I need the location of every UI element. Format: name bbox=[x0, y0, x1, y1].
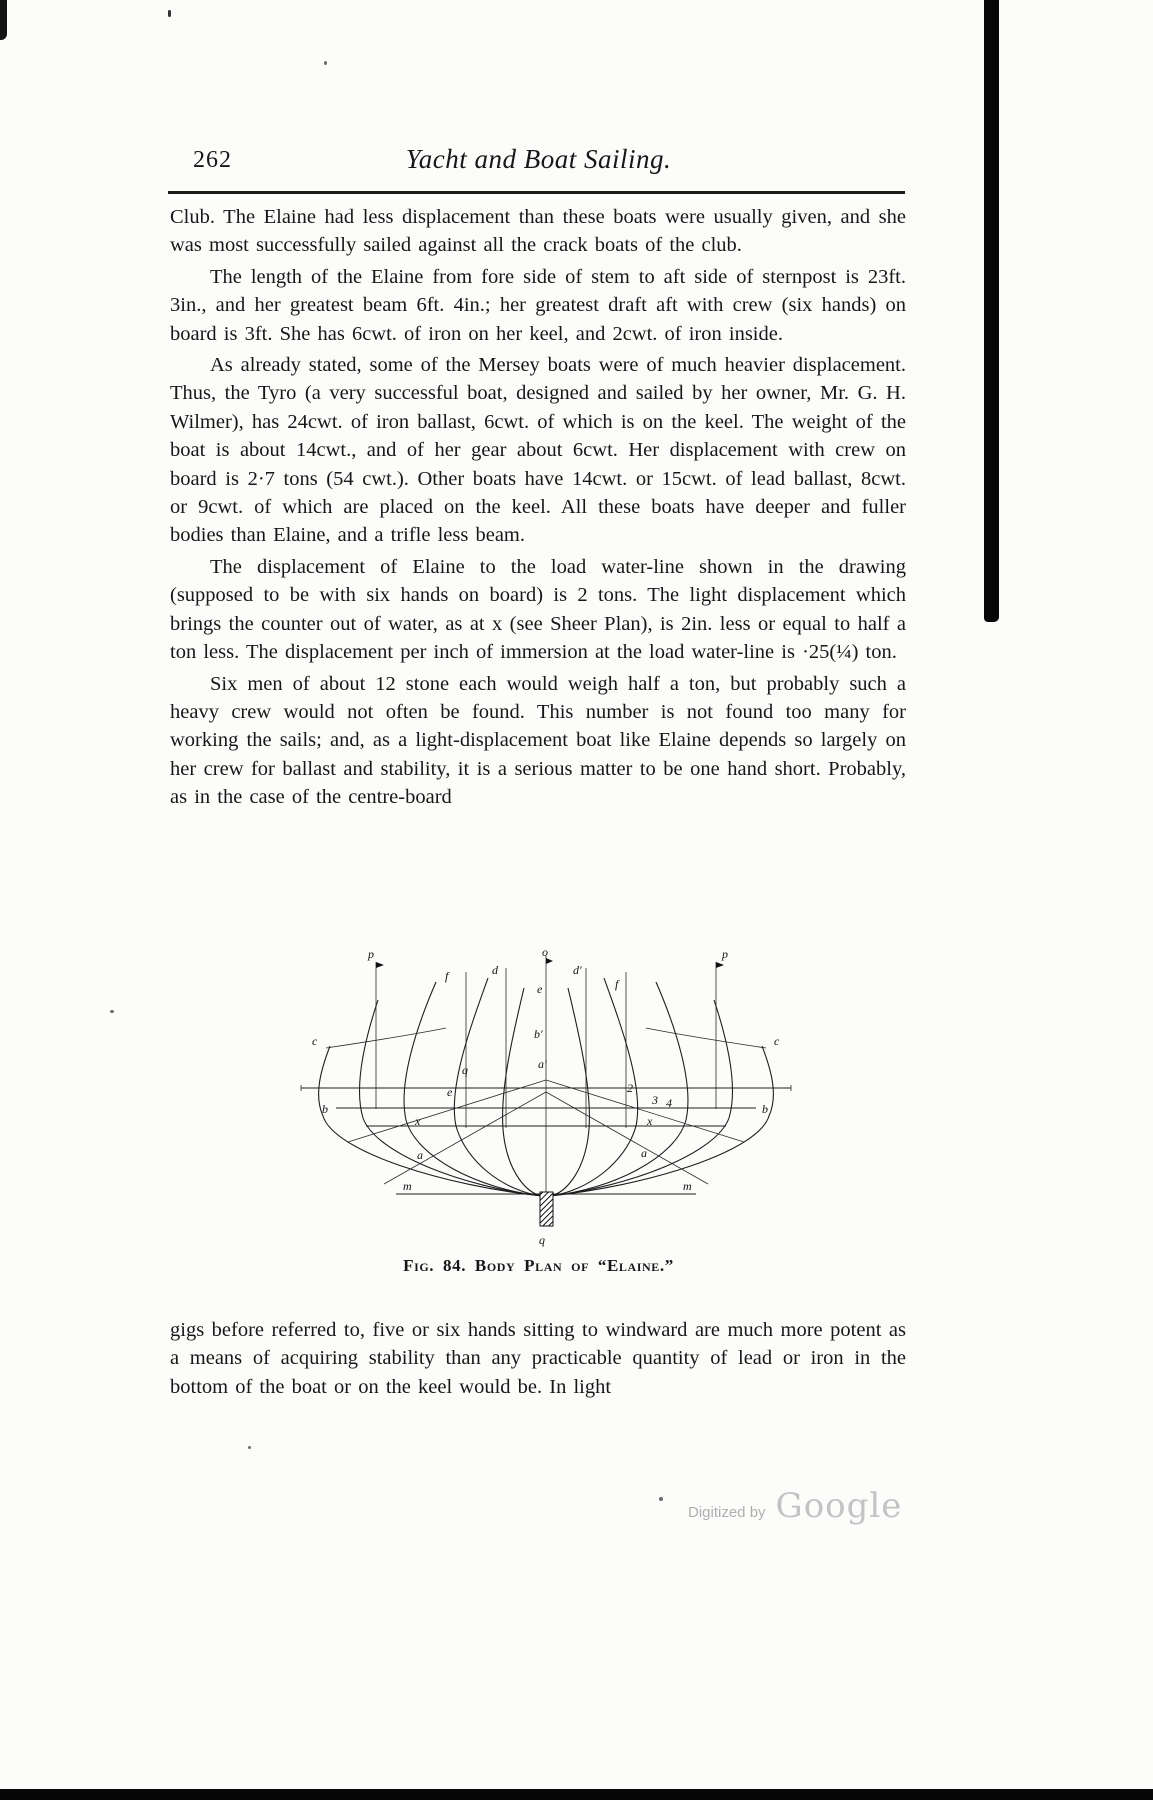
paragraph: The displacement of Elaine to the load water-line shown in the drawing (supposed to be with six hands on board) is 2 tons. The light displacement which brings the counter out of water, as at x (see Sheer Plan), is 2in. less or equal to half a ton less. The displacement per inch of immersion at the load water-line is ·25(¼) ton. bbox=[170, 555, 906, 664]
text-block bbox=[170, 203, 906, 815]
figure-label: a bbox=[641, 1146, 647, 1160]
figure-label: 2 bbox=[627, 1081, 633, 1095]
page-header bbox=[170, 144, 907, 184]
figure-label: q bbox=[539, 1233, 545, 1247]
paragraph: As already stated, some of the Mersey boats were of much heavier displacement. Thus, the Tyro (a very successful boat, designed and sailed by her owner, Mr. G. H. Wilmer), has 24cwt. of iron ballast, 6cwt. of which is on the keel. The weight of the boat is about 14cwt., and of her gear about 6cwt. Her displacement with crew on board is 2·7 tons (54 cwt.). Other boats have 14cwt. or 15cwt. of lead ballast, 8cwt. or 9cwt. of which are placed on the keel. All these boats have deeper and fuller bodies than Elaine, and a trifle less beam. bbox=[170, 354, 906, 547]
figure-label: d bbox=[492, 963, 498, 977]
digitized-by-label: Digitized by bbox=[688, 1504, 766, 1521]
scan-speck bbox=[168, 10, 171, 17]
scan-artifact-bottom-edge bbox=[0, 1789, 1153, 1800]
figure-label: x bbox=[647, 1114, 653, 1128]
figure-label: o bbox=[542, 946, 548, 959]
figure-caption bbox=[170, 1256, 907, 1276]
figure-label: b bbox=[762, 1102, 768, 1116]
google-logo: Google bbox=[775, 1486, 903, 1526]
scan-speck bbox=[248, 1446, 251, 1449]
figure-label: p bbox=[722, 947, 728, 961]
figure-label: a′ bbox=[538, 1057, 547, 1071]
figure-label: c bbox=[312, 1034, 318, 1048]
body-plan-drawing bbox=[292, 946, 800, 1251]
figure-label: e bbox=[447, 1085, 453, 1099]
figure-label: e bbox=[537, 982, 543, 996]
figure-label: p bbox=[368, 947, 374, 961]
page-number: 262 bbox=[193, 147, 232, 173]
keel-section bbox=[540, 1192, 553, 1226]
scan-speck bbox=[659, 1497, 663, 1501]
scan-speck bbox=[324, 61, 327, 65]
figure-body-plan bbox=[292, 946, 802, 1254]
figure-label: d′ bbox=[573, 963, 582, 977]
figure-label: 4 bbox=[666, 1096, 672, 1110]
figure-caption-text: Body Plan of “Elaine.” bbox=[474, 1256, 674, 1275]
scan-speck bbox=[110, 1010, 114, 1013]
paragraph: Club. The Elaine had less displacement than these boats were usually given, and she was most successfully sailed against all the crack boats of the club. bbox=[170, 206, 906, 257]
scan-artifact-right-edge bbox=[984, 0, 999, 622]
figure-label: x bbox=[415, 1114, 421, 1128]
figure-label: 3 bbox=[652, 1093, 658, 1107]
paragraph: Six men of about 12 stone each would weigh half a ton, but probably such a heavy crew would not often be found. This number is not found too many for working the sails; and, as a light-displacement boat like Elaine depends so largely on her crew for ballast and stability, it is a serious matter to be one hand short. Probably, as in the case of the centre-board bbox=[170, 672, 906, 809]
figure-caption-number: Fig. 84. bbox=[403, 1256, 467, 1275]
figure-label: m bbox=[683, 1179, 692, 1193]
running-title: Yacht and Boat Sailing. bbox=[405, 144, 672, 174]
figure-label: f bbox=[615, 977, 619, 991]
figure-label: b′ bbox=[534, 1027, 543, 1041]
figure-label: m bbox=[403, 1179, 412, 1193]
paragraph: The length of the Elaine from fore side of stem to aft side of sternpost is 23ft. 3in., and her greatest beam 6ft. 4in.; her greatest draft aft with crew (six hands) on board is 3ft. She has 6cwt. of iron on her keel, and 2cwt. of iron inside. bbox=[170, 265, 906, 345]
figure-label: b bbox=[322, 1102, 328, 1116]
paragraph: gigs before referred to, five or six hands sitting to windward are much more potent as a means of acquiring stability than any practicable quantity of lead or iron in the bottom of the boat or on the keel would be. In light bbox=[170, 1319, 906, 1398]
station-lines bbox=[376, 956, 724, 1192]
watermark bbox=[688, 1486, 902, 1526]
figure-label: a bbox=[417, 1148, 423, 1162]
figure-label: c bbox=[774, 1034, 780, 1048]
figure-label: f bbox=[445, 969, 449, 983]
scan-artifact-corner bbox=[0, 0, 7, 40]
header-rule bbox=[168, 191, 905, 194]
figure-label: q bbox=[462, 1063, 468, 1077]
